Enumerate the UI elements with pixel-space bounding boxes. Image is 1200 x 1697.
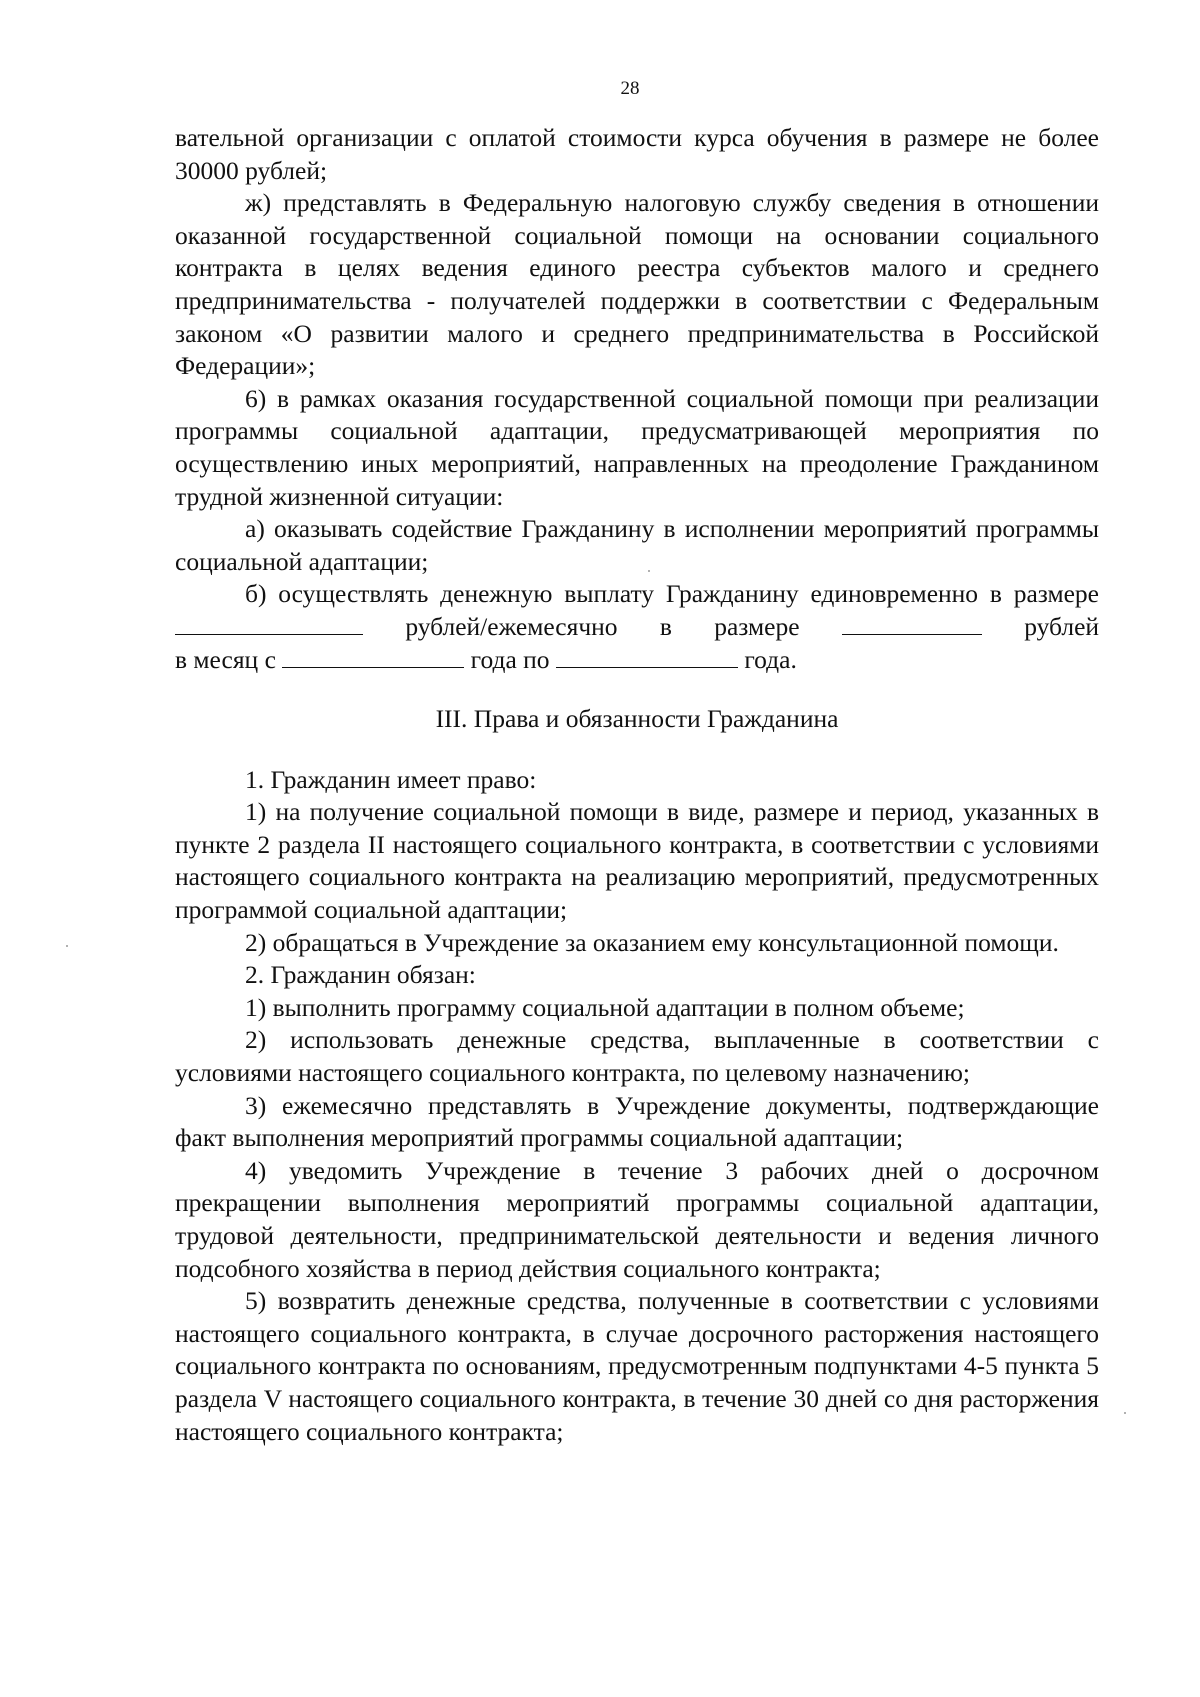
duties-item-3: 3) ежемесячно представлять в Учреждение документы, подтверждающие факт выполнения мероприятий программы социальной адаптации; — [175, 1090, 1099, 1153]
duties-item-5: 5) возвратить денежные средства, полученные в соответствии с условиями настоящего социального контракта, в случае досрочного расторжения настоящего социального контракта по основаниям, предусмотренным подпунктами 4-5 пункта 5 раздела V настоящего социального контракта, в течение 30 дней со дня расторжения настоящего социального контракта; — [175, 1286, 1099, 1446]
rights-item-2: 2) обращаться в Учреждение за оказанием ему консультационной помощи. — [245, 927, 1059, 957]
paragraph-b-text-year: года. — [744, 644, 797, 674]
rights-intro: 1. Гражданин имеет право: — [245, 764, 537, 794]
duties-item-4: 4) уведомить Учреждение в течение 3 рабочих дней о досрочном прекращении выполнения мероприятий программы социальной адаптации, трудовой деятельности, предпринимательской деятельности и ведения личного подсобного хозяйства в период действия социального контракта; — [175, 1155, 1099, 1283]
paragraph-b-text-rubles: рублей — [1024, 611, 1100, 641]
paragraph-b-line2 — [175, 611, 1099, 644]
rights-item-1: 1) на получение социальной помощи в виде, размере и период, указанных в пункте 2 раздела II настоящего социального контракта, в соответствии с условиями настоящего социального контракта на реализацию мероприятий, предусмотренных программой социальной адаптации; — [175, 797, 1099, 925]
blank-field-date-to[interactable] — [556, 645, 738, 668]
paragraph-b-text-from: в месяц с — [175, 644, 276, 674]
paragraph-b-line3 — [175, 644, 1099, 677]
scan-speck — [648, 570, 650, 572]
blank-field-single-payment[interactable] — [175, 612, 363, 635]
paragraph-b-text-monthly: рублей/ежемесячно в размере — [405, 611, 800, 641]
paragraph-a: а) оказывать содействие Гражданину в исполнении мероприятий программы социальной адаптации; — [175, 514, 1099, 576]
document-body — [175, 122, 1099, 1448]
duties-item-2: 2) использовать денежные средства, выплаченные в соответствии с условиями настоящего социального контракта, по целевому назначению; — [175, 1025, 1099, 1088]
paragraph-continuation: вательной организации с оплатой стоимости курса обучения в размере не более 30000 рублей; — [175, 123, 1099, 185]
scan-speck — [1124, 1412, 1126, 1414]
page-number: 28 — [620, 78, 640, 99]
paragraph-zh: ж) представлять в Федеральную налоговую службу сведения в отношении оказанной государственной социальной помощи на основании социального контракта в целях ведения единого реестра субъектов малого и среднего предпринимательства - получателей поддержки в соответствии с Федеральным законом «О развитии малого и среднего предпринимательства в Российской Федерации»; — [175, 188, 1099, 381]
paragraph-6: 6) в рамках оказания государственной социальной помощи при реализации программы социальной адаптации, предусматривающей мероприятия по осуществлению иных мероприятий, направленных на преодоление Гражданином трудной жизненной ситуации: — [175, 383, 1099, 511]
duties-item-1: 1) выполнить программу социальной адаптации в полном объеме; — [245, 992, 965, 1022]
scan-speck — [66, 945, 68, 947]
section-heading: III. Права и обязанности Гражданина — [435, 704, 839, 734]
duties-intro: 2. Гражданин обязан: — [245, 960, 476, 990]
paragraph-b-line1: б) осуществлять денежную выплату Гражданину единовременно в размере — [245, 579, 1099, 609]
blank-field-monthly-payment[interactable] — [842, 612, 982, 635]
blank-field-date-from[interactable] — [282, 645, 464, 668]
paragraph-b-text-to: года по — [470, 644, 550, 674]
